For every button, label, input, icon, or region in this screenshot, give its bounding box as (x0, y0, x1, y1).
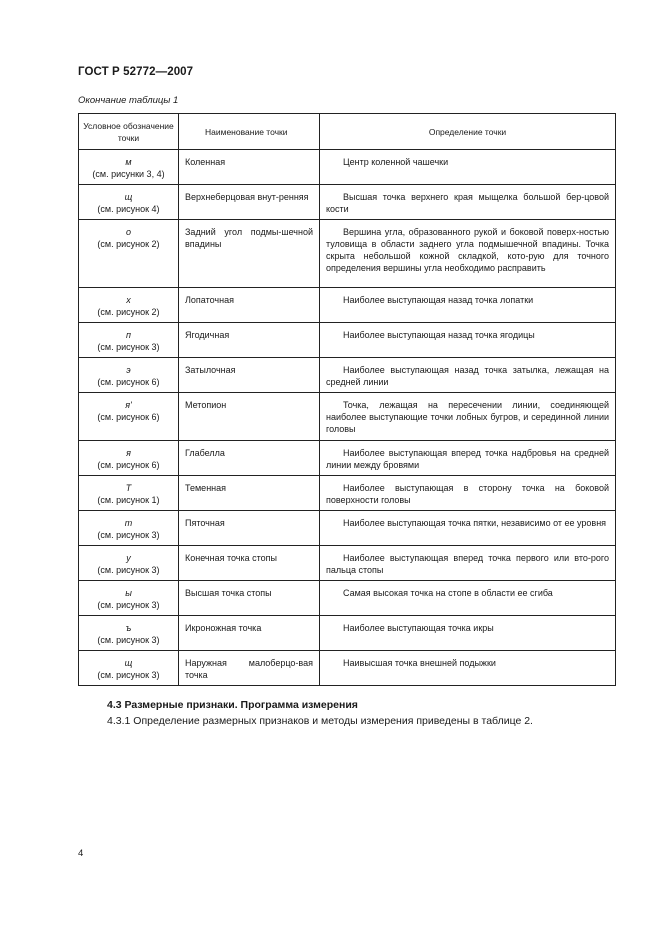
point-name: Конечная точка стопы (179, 546, 320, 581)
point-symbol: х (126, 295, 131, 305)
header-name: Наименование точки (179, 114, 320, 150)
point-symbol: э (126, 365, 131, 375)
figure-reference: (см. рисунок 2) (97, 307, 160, 317)
header-definition: Определение точки (320, 114, 616, 150)
table-row (79, 220, 616, 288)
table-row (79, 185, 616, 220)
point-symbol: я (126, 448, 131, 458)
point-name: Высшая точка стопы (179, 581, 320, 616)
figure-reference: (см. рисунок 3) (97, 530, 160, 540)
point-symbol: м (125, 157, 132, 167)
point-name: Лопаточная (179, 288, 320, 323)
point-definition: Наиболее выступающая назад точка ягодицы (320, 323, 616, 358)
figure-reference: (см. рисунок 3) (97, 635, 160, 645)
point-symbol-cell (79, 150, 179, 185)
point-definition: Наиболее выступающая вперед точка первого или вто-рого пальца стопы (320, 546, 616, 581)
figure-reference: (см. рисунок 6) (97, 412, 160, 422)
point-symbol: Т (125, 483, 132, 493)
point-symbol-cell (79, 358, 179, 393)
figure-reference: (см. рисунок 3) (97, 342, 160, 352)
point-symbol-cell (79, 546, 179, 581)
point-definition: Наиболее выступающая назад точка затылка, лежащая на средней линии (320, 358, 616, 393)
figure-reference: (см. рисунок 6) (97, 377, 160, 387)
point-definition: Точка, лежащая на пересечении линии, соединяющей наиболее выступающие точки лобных бугров, и серединной линии головы (320, 393, 616, 441)
point-symbol-cell (79, 476, 179, 511)
point-definition: Наивысшая точка внешней подыжки (320, 651, 616, 686)
point-symbol-cell (79, 511, 179, 546)
point-name: Икроножная точка (179, 616, 320, 651)
figure-reference: (см. рисунок 3) (97, 565, 160, 575)
point-definition: Наиболее выступающая вперед точка надбровья на средней линии между бровями (320, 441, 616, 476)
figure-reference: (см. рисунок 3) (97, 670, 160, 680)
figure-reference: (см. рисунок 6) (97, 460, 160, 470)
table-header-row (79, 114, 616, 150)
point-name: Метопион (179, 393, 320, 441)
point-symbol-cell (79, 393, 179, 441)
table-caption: Окончание таблицы 1 (78, 95, 179, 106)
point-symbol-cell (79, 616, 179, 651)
table-body (79, 150, 616, 686)
header-symbol: Условное обозначение точки (79, 114, 179, 150)
table-row (79, 616, 616, 651)
point-symbol: п (126, 330, 131, 340)
point-name: Ягодичная (179, 323, 320, 358)
table-row (79, 358, 616, 393)
figure-reference: (см. рисунок 2) (97, 239, 160, 249)
point-symbol-cell (79, 185, 179, 220)
point-name: Задний угол подмы-шечной впадины (179, 220, 320, 288)
point-symbol: у (126, 553, 131, 563)
table-row (79, 323, 616, 358)
table-row (79, 476, 616, 511)
table-row (79, 651, 616, 686)
point-name: Теменная (179, 476, 320, 511)
point-symbol-cell (79, 441, 179, 476)
point-symbol-cell (79, 220, 179, 288)
point-symbol: я' (125, 400, 132, 410)
figure-reference: (см. рисунки 3, 4) (92, 169, 165, 179)
point-symbol-cell (79, 581, 179, 616)
table-row (79, 441, 616, 476)
point-symbol: щ (124, 658, 133, 668)
table-row (79, 546, 616, 581)
point-definition: Наиболее выступающая точка пятки, независимо от ее уровня (320, 511, 616, 546)
point-definition: Высшая точка верхнего края мыщелка большой бер-цовой кости (320, 185, 616, 220)
point-name: Глабелла (179, 441, 320, 476)
point-name: Верхнеберцовая внут-ренняя (179, 185, 320, 220)
page-number: 4 (78, 848, 84, 859)
point-symbol: щ (124, 192, 133, 202)
point-definition: Вершина угла, образованного рукой и боковой поверх-ностью туловища в области заднего угла подмышечной впадины. Точка скрыта небольшой кожной складкой, кото-рую для точного определения вершины угла необходимо расправить (320, 220, 616, 288)
point-symbol-cell (79, 288, 179, 323)
points-table (78, 113, 616, 686)
figure-reference: (см. рисунок 4) (97, 204, 160, 214)
point-symbol: ъ (125, 623, 132, 633)
document-title: ГОСТ Р 52772—2007 (78, 66, 194, 78)
point-symbol-cell (79, 323, 179, 358)
point-symbol: о (125, 227, 131, 237)
point-definition: Центр коленной чашечки (320, 150, 616, 185)
table-row (79, 288, 616, 323)
point-name: Затылочная (179, 358, 320, 393)
point-name: Пяточная (179, 511, 320, 546)
point-symbol-cell (79, 651, 179, 686)
point-definition: Наиболее выступающая назад точка лопатки (320, 288, 616, 323)
section-text: 4.3.1 Определение размерных признаков и методы измерения приведены в таблице 2. (107, 715, 533, 727)
point-symbol: ы (125, 588, 132, 598)
figure-reference: (см. рисунок 1) (97, 495, 160, 505)
table-row (79, 511, 616, 546)
point-name: Наружная малоберцо-вая точка (179, 651, 320, 686)
table-row (79, 150, 616, 185)
point-definition: Самая высокая точка на стопе в области ее сгиба (320, 581, 616, 616)
point-symbol: т (124, 518, 133, 528)
table-row (79, 393, 616, 441)
point-definition: Наиболее выступающая точка икры (320, 616, 616, 651)
figure-reference: (см. рисунок 3) (97, 600, 160, 610)
point-definition: Наиболее выступающая в сторону точка на боковой поверхности головы (320, 476, 616, 511)
section-title: 4.3 Размерные признаки. Программа измерения (107, 699, 358, 711)
point-name: Коленная (179, 150, 320, 185)
table-row (79, 581, 616, 616)
